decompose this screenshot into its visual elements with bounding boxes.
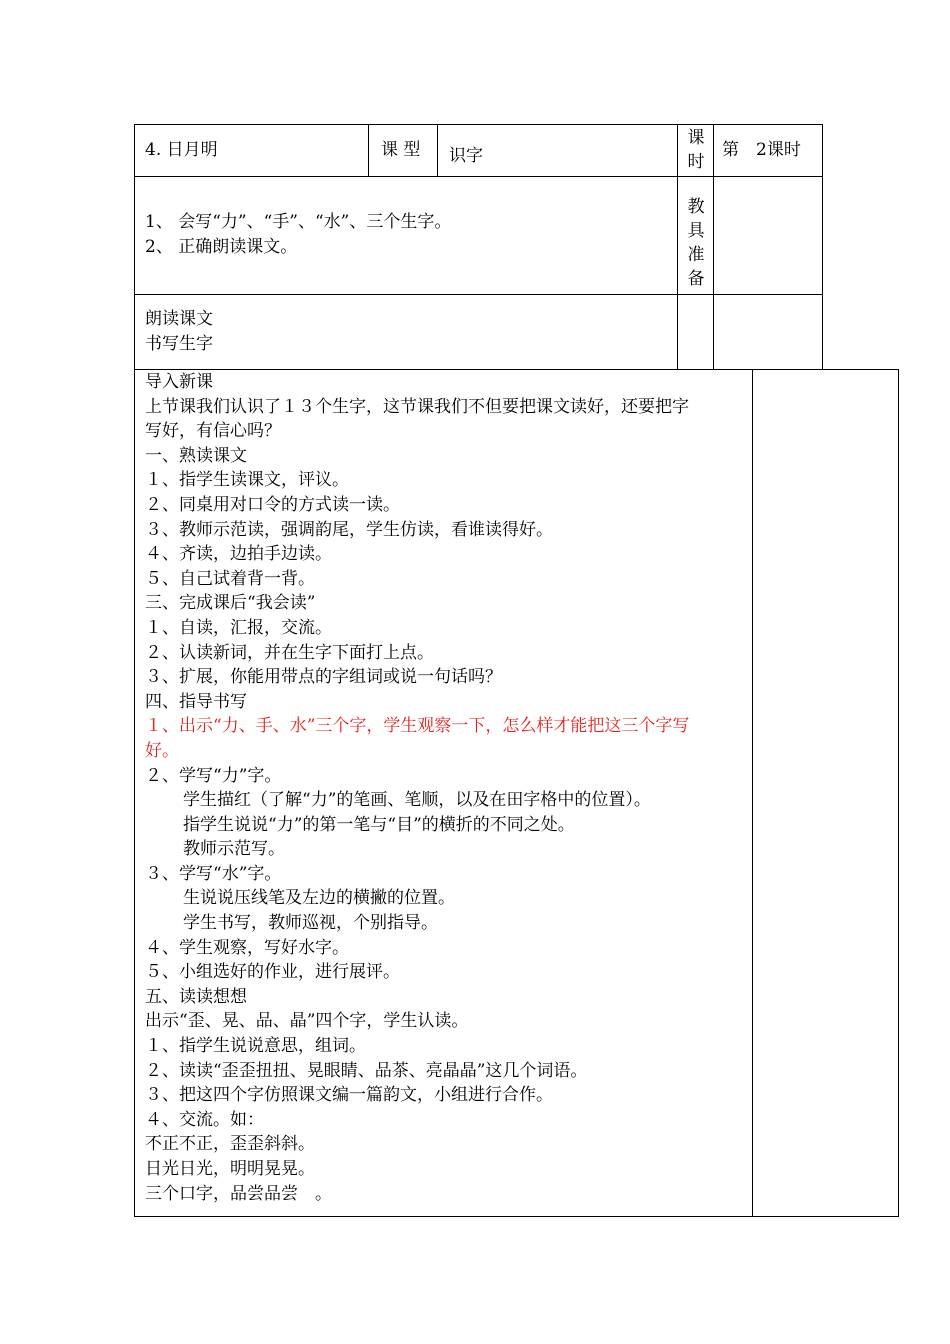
process-line: ２、同桌用对口令的方式读一读。: [145, 494, 400, 515]
process-line: 日光日光，明明晃晃。: [145, 1159, 315, 1179]
period-value: 第 2课时: [722, 140, 801, 160]
process-content: [145, 370, 750, 1206]
process-line: １、指学生说说意思，组词。: [145, 1036, 366, 1057]
process-line: 不正不正，歪歪斜斜。: [145, 1134, 315, 1155]
process-line: ５、小组选好的作业，进行展评。: [145, 962, 400, 983]
period-label: 课时: [687, 128, 705, 172]
row-divider-2: [134, 294, 823, 295]
process-line: １、自读，汇报，交流。: [145, 617, 332, 638]
process-line: ５、自己试着背一背。: [145, 568, 315, 589]
goal-item: 1、 会写“力”、“手”、“水”、三个生字。: [145, 212, 452, 232]
lesson-type-value: 识字: [449, 146, 483, 166]
process-line: 学生描红（了解“力”的笔画、笔顺，以及在田字格中的位置）。: [183, 790, 651, 811]
process-line: ４、学生观察，写好水字。: [145, 937, 349, 958]
process-line: 生说说压线笔及左边的横撇的位置。: [183, 888, 455, 909]
process-line: 指学生说说“力”的第一笔与“目”的横折的不同之处。: [183, 814, 575, 835]
process-col-divider: [752, 369, 753, 1217]
process-lines: [145, 370, 750, 1206]
process-line: 好。: [145, 740, 179, 761]
process-line: ３、学写“水”字。: [145, 863, 282, 884]
process-line: ３、教师示范读，强调韵尾，学生仿读，看谁读得好。: [145, 519, 553, 540]
process-line: ２、认读新词，并在生字下面打上点。: [145, 642, 434, 663]
process-line: 三个口字，品尝品尝 。: [145, 1183, 332, 1204]
row-divider-1: [134, 176, 823, 177]
process-line: ３、把这四个字仿照课文编一篇韵文，小组进行合作。: [145, 1085, 553, 1106]
process-line: 五、读读想想: [145, 986, 247, 1007]
process-line: ２、学写“力”字。: [145, 765, 282, 786]
process-line: 出示“歪、晃、品、晶”四个字，学生认读。: [145, 1011, 469, 1032]
process-line: ４、交流。如：: [145, 1109, 264, 1130]
process-line: 教师示范写。: [183, 839, 285, 860]
col-divider-title: [368, 124, 369, 176]
process-line: ４、齐读，边拍手边读。: [145, 544, 332, 565]
goal-item: 2、 正确朗读课文。: [145, 237, 298, 257]
col-divider-right-b: [713, 124, 714, 370]
process-line: 三、完成课后“我会读”: [145, 593, 316, 614]
key-point-item: 书写生字: [145, 334, 213, 354]
process-line: ２、读读“歪歪扭扭、晃眼睛、品茶、亮晶晶”这几个词语。: [145, 1060, 588, 1081]
lesson-type-label: 课 型: [381, 140, 421, 160]
process-line: １、出示“力、手、水”三个字，学生观察一下，怎么样才能把这三个字写: [145, 716, 690, 737]
tools-label: 教具准备: [687, 197, 705, 289]
process-line: １、指学生读课文，评议。: [145, 470, 349, 491]
process-line: 上节课我们认识了１３个生字，这节课我们不但要把课文读好，还要把字: [145, 396, 689, 417]
process-line: 写好，有信心吗？: [145, 421, 281, 442]
col-divider-right-a: [677, 124, 678, 370]
lesson-title: 4. 日月明: [145, 140, 218, 160]
col-divider-type: [437, 124, 438, 176]
key-point-item: 朗读课文: [145, 309, 213, 329]
process-line: 一、熟读课文: [145, 445, 247, 466]
process-line: ３、扩展，你能用带点的字组词或说一句话吗？: [145, 667, 502, 688]
process-line: 四、指导书写: [145, 691, 247, 712]
process-line: 导入新课: [145, 372, 213, 392]
process-line: 学生书写，教师巡视，个别指导。: [183, 913, 438, 934]
